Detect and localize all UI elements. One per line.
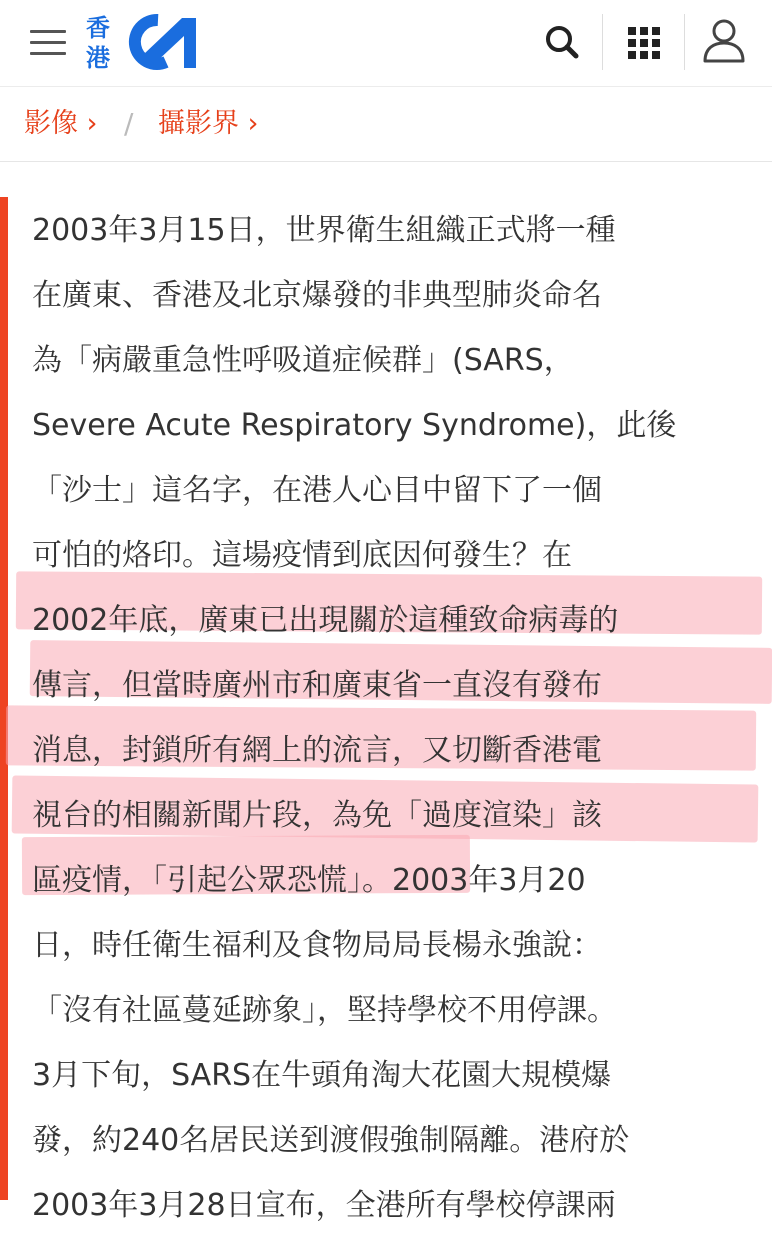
header-divider	[684, 14, 685, 70]
logo-01-mark	[120, 12, 204, 74]
account-button[interactable]	[694, 14, 754, 70]
article-line: 區疫情，「引起公眾恐慌」。2003年3月20	[32, 863, 586, 898]
article-line: 3月下旬，SARS在牛頭角淘大花園大規模爆	[32, 1058, 612, 1093]
hk01-logo[interactable]	[86, 12, 204, 74]
hamburger-menu-icon[interactable]	[30, 28, 66, 56]
article-line: 「沙士」這名字，在港人心目中留下了一個	[32, 473, 602, 508]
logo-text-kong: 港	[86, 44, 110, 72]
breadcrumb-link-images[interactable]: 影像 ›	[24, 108, 98, 139]
article-line: 2002年底，廣東已出現關於這種致命病毒的	[32, 603, 619, 638]
breadcrumb-link-photography[interactable]: 攝影界 ›	[158, 108, 259, 139]
article-line: 2003年3月15日，世界衛生組織正式將一種	[32, 213, 616, 248]
apps-grid-icon	[614, 14, 674, 70]
header-divider	[602, 14, 603, 70]
user-icon	[694, 14, 754, 70]
article-line: 視台的相關新聞片段，為免「過度渲染」該	[32, 798, 602, 833]
article-line: 發，約240名居民送到渡假強制隔離。港府於	[32, 1123, 630, 1158]
article-line: 2003年3月28日宣布，全港所有學校停課兩	[32, 1188, 616, 1223]
article-line: Severe Acute Respiratory Syndrome)，此後	[32, 408, 677, 443]
article-line: 可怕的烙印。這場疫情到底因何發生？在	[32, 538, 572, 573]
article-accent-bar	[0, 197, 8, 1200]
article-line: 為「病嚴重急性呼吸道症候群」(SARS，	[32, 343, 574, 378]
article-line: 傳言，但當時廣州市和廣東省一直沒有發布	[32, 668, 602, 703]
search-button[interactable]	[532, 14, 592, 70]
article-line: 消息，封鎖所有網上的流言，又切斷香港電	[32, 733, 602, 768]
apps-button[interactable]	[614, 14, 674, 70]
logo-text-hong: 香	[86, 14, 110, 42]
search-icon	[532, 14, 592, 70]
article-body	[32, 198, 754, 1238]
top-navigation-bar	[0, 0, 772, 87]
breadcrumb	[0, 87, 772, 162]
breadcrumb-separator: /	[124, 107, 134, 140]
article-line: 日，時任衛生福利及食物局局長楊永強說：	[32, 928, 602, 963]
article-line: 「沒有社區蔓延跡象」，堅持學校不用停課。	[32, 993, 617, 1028]
article-line: 在廣東、香港及北京爆發的非典型肺炎命名	[32, 278, 602, 313]
